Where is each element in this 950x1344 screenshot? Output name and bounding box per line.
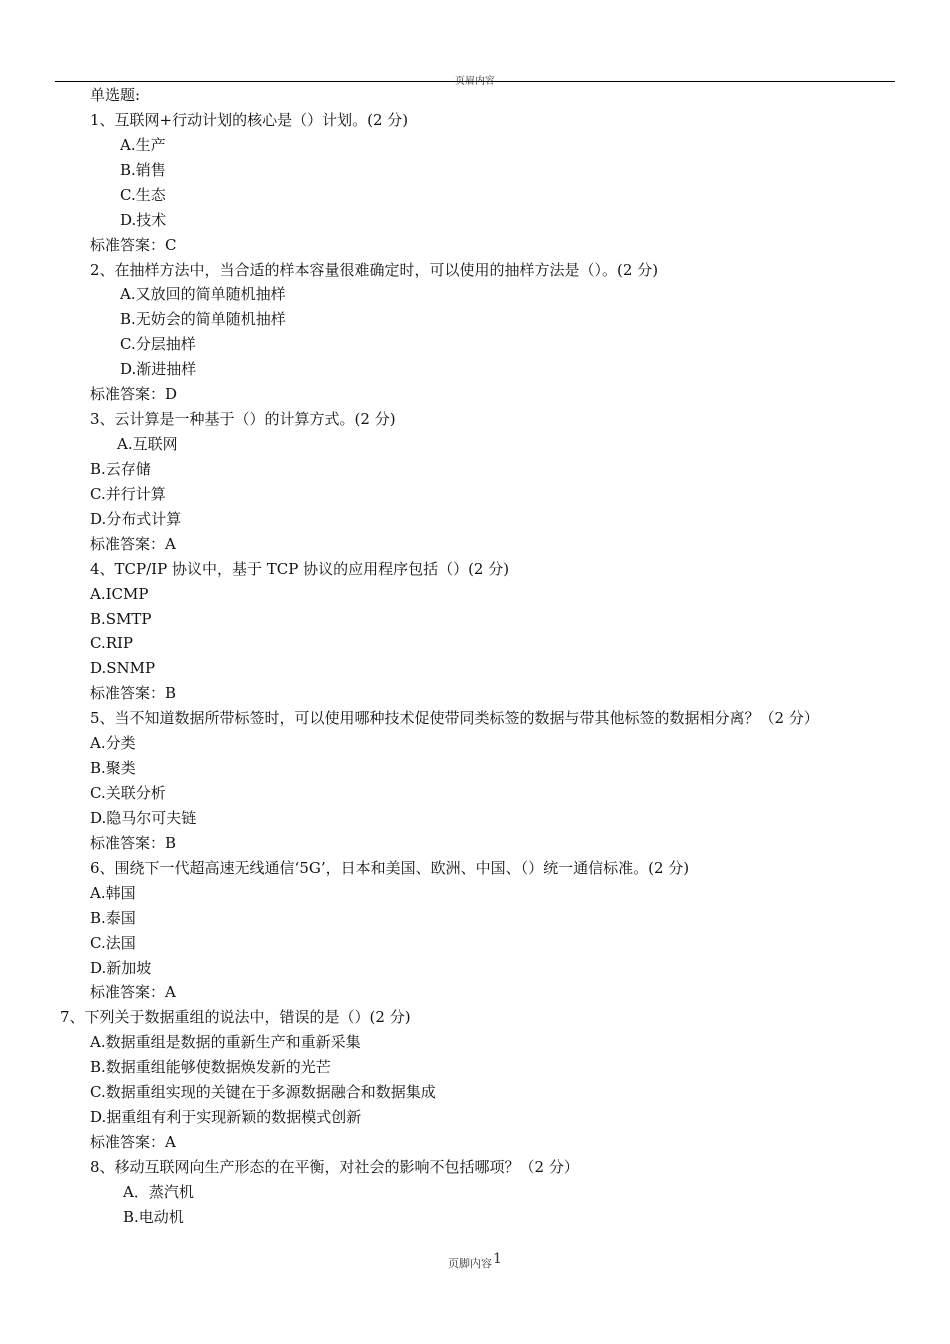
text-line: D.新加坡 bbox=[90, 958, 152, 977]
footer-text: 页脚内容 bbox=[448, 1257, 493, 1270]
text-line: A.生产 bbox=[120, 135, 166, 154]
text-line: B.云存储 bbox=[90, 459, 151, 478]
text-line: 8、移动互联网向生产形态的在平衡，对社会的影响不包括哪项？（2 分） bbox=[90, 1157, 579, 1176]
text-line: A.数据重组是数据的重新生产和重新采集 bbox=[90, 1033, 361, 1052]
page-footer bbox=[0, 1251, 950, 1271]
text-line: B.聚类 bbox=[90, 759, 136, 778]
text-line: 标准答案：D bbox=[90, 385, 178, 404]
text-line: 标准答案：A bbox=[90, 1133, 176, 1152]
text-line: B.数据重组能够使数据焕发新的光芒 bbox=[90, 1058, 331, 1077]
text-line: 4、TCP/IP 协议中，基于 TCP 协议的应用程序包括（）(2 分) bbox=[90, 559, 510, 578]
text-line: 标准答案：A bbox=[90, 534, 176, 553]
text-line: A.ICMP bbox=[90, 584, 149, 603]
text-line: 标准答案：B bbox=[90, 684, 177, 703]
text-line: 标准答案：B bbox=[90, 833, 177, 852]
text-line: C.并行计算 bbox=[90, 484, 166, 503]
text-line: A.分类 bbox=[90, 734, 136, 753]
text-line: C.数据重组实现的关键在于多源数据融合和数据集成 bbox=[90, 1083, 436, 1102]
text-line: C.RIP bbox=[90, 634, 134, 653]
text-line: 6、围绕下一代超高速无线通信‘5G’，日本和美国、欧洲、中国、（）统一通信标准。(2 分) bbox=[90, 858, 690, 877]
text-line: A．蒸汽机 bbox=[123, 1182, 194, 1201]
text-line: C.分层抽样 bbox=[120, 335, 196, 354]
text-line: A.互联网 bbox=[117, 435, 178, 454]
text-line: C.关联分析 bbox=[90, 784, 166, 803]
text-line: 3、云计算是一种基于（）的计算方式。(2 分) bbox=[90, 410, 396, 429]
header-rule bbox=[55, 81, 895, 82]
text-line: D.渐进抽样 bbox=[120, 360, 197, 379]
text-line: 2、在抽样方法中，当合适的样本容量很难确定时，可以使用的抽样方法是（）。(2 分) bbox=[90, 260, 659, 279]
text-line: 5、当不知道数据所带标签时，可以使用哪种技术促使带同类标签的数据与带其他标签的数据相分离？（2 分） bbox=[90, 709, 819, 728]
text-line: B.SMTP bbox=[90, 609, 152, 628]
text-line: D.分布式计算 bbox=[90, 509, 182, 528]
text-line: 7、下列关于数据重组的说法中，错误的是（）(2 分) bbox=[60, 1008, 411, 1027]
text-line: 标准答案：C bbox=[90, 235, 177, 254]
text-line: B.电动机 bbox=[123, 1207, 184, 1226]
text-line: 1、互联网+行动计划的核心是（）计划。(2 分) bbox=[90, 110, 409, 129]
text-line: A.韩国 bbox=[90, 883, 136, 902]
text-line: 单选题: bbox=[90, 86, 141, 104]
text-line: D.技术 bbox=[120, 210, 167, 229]
text-line: C.法国 bbox=[90, 933, 136, 952]
text-line: B.销售 bbox=[120, 160, 166, 179]
text-line: D.隐马尔可夫链 bbox=[90, 808, 197, 827]
text-line: B.无妨会的简单随机抽样 bbox=[120, 310, 286, 329]
text-line: B.泰国 bbox=[90, 908, 136, 927]
text-line: D.SNMP bbox=[90, 659, 156, 678]
page-header: 页眉内容 bbox=[455, 76, 495, 87]
text-line: A.又放回的简单随机抽样 bbox=[120, 285, 286, 304]
text-line: C.生态 bbox=[120, 185, 166, 204]
page-number: 1 bbox=[493, 1251, 502, 1267]
text-line: D.据重组有利于实现新颖的数据模式创新 bbox=[90, 1108, 362, 1127]
text-line: 标准答案：A bbox=[90, 983, 176, 1002]
